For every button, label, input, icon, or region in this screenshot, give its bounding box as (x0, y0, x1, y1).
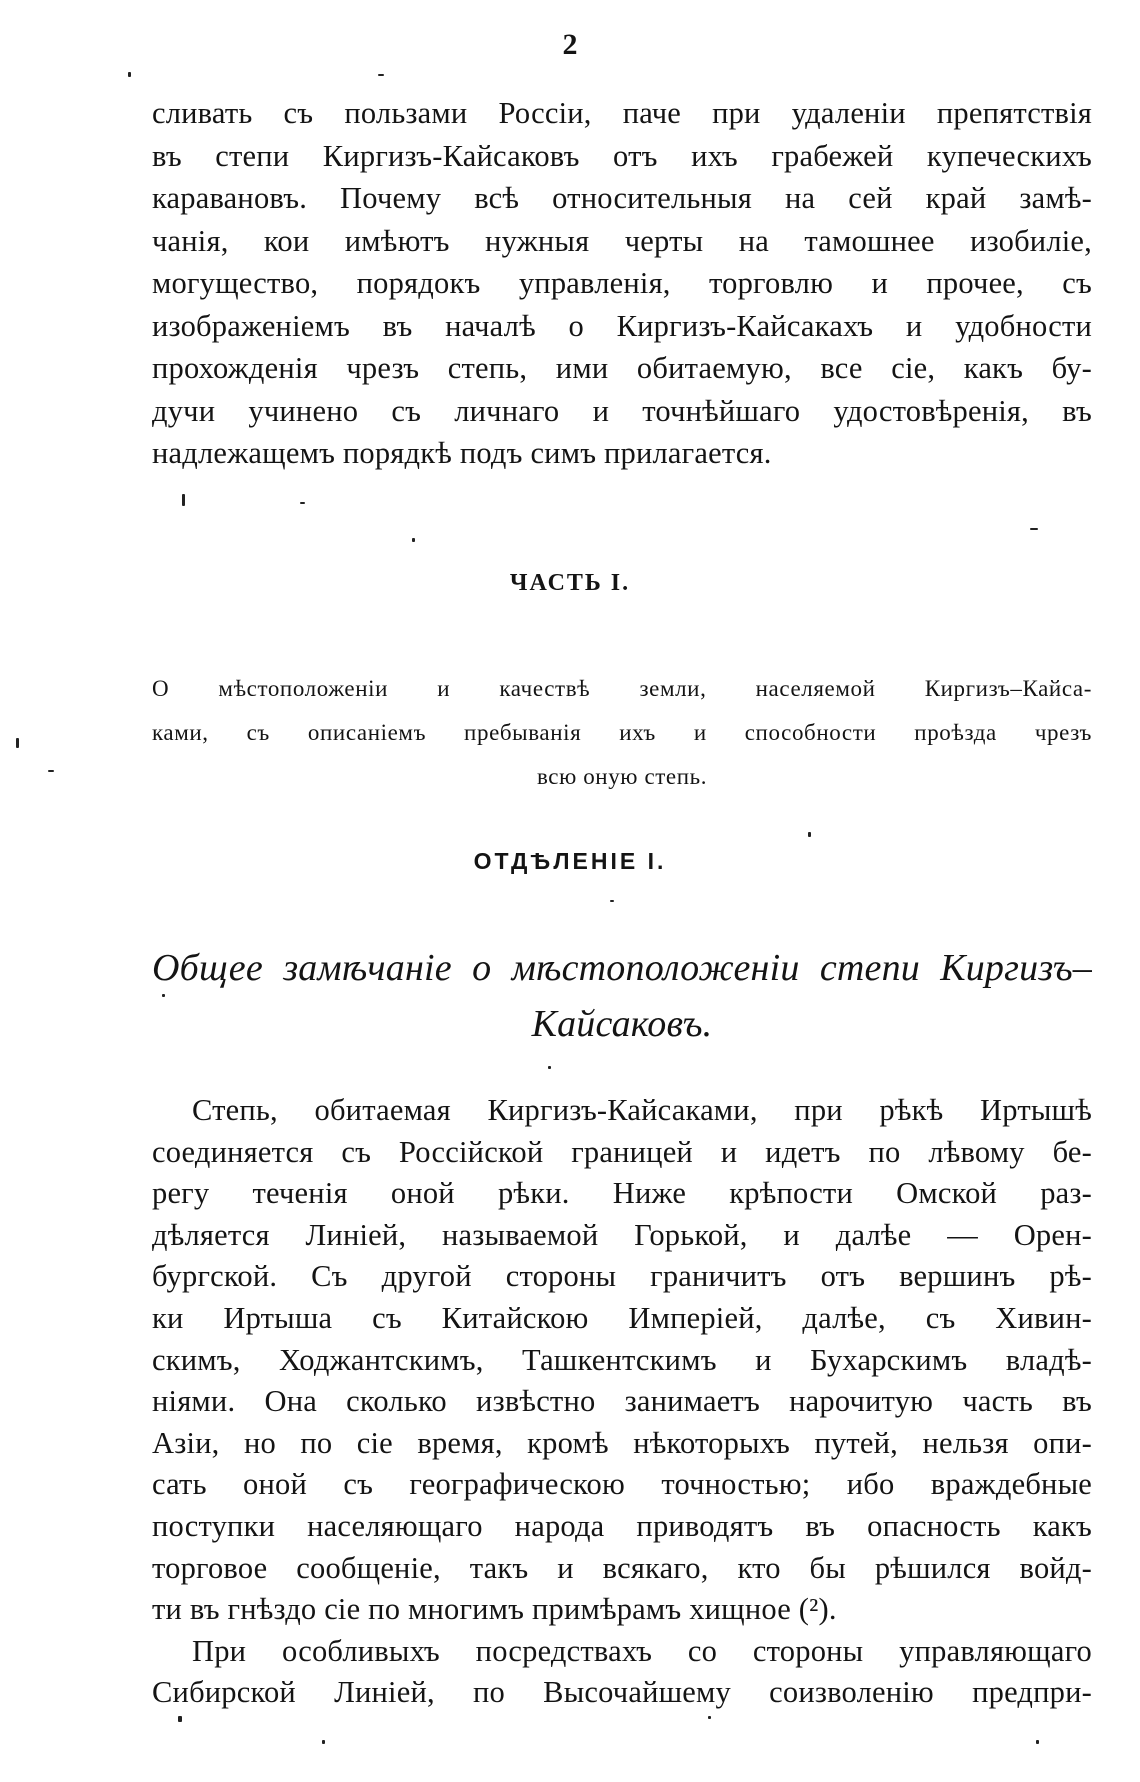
text-line: поступки населяющаго народа приводятъ въ опасность какъ (152, 1508, 1092, 1543)
text-line: бургской. Съ другой стороны граничитъ отъ вершинъ рѣ- (152, 1259, 1092, 1294)
speck (178, 1716, 182, 1722)
part-heading: ЧАСТЬ I. (509, 570, 631, 596)
speck (300, 502, 305, 504)
text-line: Сибирской Линіей, по Высочайшему соизволенію предпри- (152, 1675, 1092, 1710)
speck (128, 72, 131, 77)
text-line: дѣляется Линіей, называемой Горькой, и далѣе — Орен- (152, 1217, 1092, 1252)
text-line: могущество, порядокъ управленія, торговлю и прочее, съ (152, 266, 1092, 300)
text-line: Общее замѣчаніе о мѣстоположеніи степи Киргизъ– (152, 947, 1092, 989)
speck (412, 538, 415, 542)
speck (322, 1740, 325, 1744)
text-line: ти въ гнѣздо сіе по многимъ примѣрамъ хищное (²). (152, 1592, 837, 1627)
text-line: регу теченія оной рѣки. Ниже крѣпости Омской раз- (152, 1176, 1092, 1211)
speck (708, 1716, 711, 1719)
text-line: изображеніемъ въ началѣ о Киргизъ-Кайсакахъ и удобности (152, 308, 1092, 343)
speck (162, 994, 165, 997)
text-line: чанія, кои имѣютъ нужныя черты на тамошнее изобиліе, (152, 223, 1092, 258)
intro-paragraph (152, 92, 1092, 475)
text-line: соединяется съ Россійской границей и идетъ по лѣвому бе- (152, 1134, 1092, 1169)
text-line: Степь, обитаемая Киргизъ-Кайсаками, при рѣкѣ Иртышѣ (192, 1093, 1092, 1127)
text-line: сать оной съ географическою точностью; ибо враждебные (152, 1467, 1092, 1502)
speck (808, 832, 811, 837)
text-line: Кайсаковъ. (531, 1003, 713, 1045)
page-number: 2 (562, 28, 578, 61)
text-line: ніями. Она сколько извѣстно занимаетъ нарочитую часть въ (152, 1384, 1092, 1419)
text-line: каравановъ. Почему всѣ относительныя на сей край замѣ- (152, 181, 1092, 215)
section-heading: ОТДѢЛЕНІЕ I. (473, 848, 667, 874)
text-line: скимъ, Ходжантскимъ, Ташкентскимъ и Бухарскимъ владѣ- (152, 1342, 1092, 1377)
text-line: сливать съ пользами Россіи, паче при удаленіи препятствія (152, 96, 1092, 130)
text-line: въ степи Киргизъ-Кайсаковъ отъ ихъ грабежей купеческихъ (152, 138, 1092, 173)
section-title (152, 940, 1092, 1052)
text-line: ками, съ описаніемъ пребыванія ихъ и способности проѣзда чрезъ (152, 720, 1092, 745)
text-line: ки Иртыша съ Китайскою Имперіей, далѣе, съ Хивин- (152, 1300, 1092, 1335)
text-line: надлежащемъ порядкѣ подъ симъ прилагается. (152, 436, 772, 470)
text-line: всю оную степь. (536, 764, 708, 789)
speck (48, 770, 54, 772)
speck (16, 738, 19, 748)
text-line: прохожденія чрезъ степь, ими обитаемую, все сіе, какъ бу- (152, 351, 1092, 385)
speck (182, 494, 185, 506)
speck (548, 1066, 551, 1069)
text-line: Азіи, но по сіе время, кромѣ нѣкоторыхъ путей, нельзя опи- (152, 1425, 1092, 1460)
speck (378, 74, 384, 76)
text-line: При особливыхъ посредствахъ со стороны управляющаго (192, 1633, 1092, 1668)
speck (1030, 528, 1038, 530)
body-text (152, 1090, 1092, 1714)
text-line: О мѣстоположеніи и качествѣ земли, населяемой Киргизъ–Кайса- (152, 676, 1092, 701)
text-line: торговое сообщеніе, такъ и всякаго, кто бы рѣшился войд- (152, 1550, 1092, 1585)
part-description (152, 667, 1092, 799)
speck (1036, 1740, 1039, 1744)
speck (610, 900, 614, 902)
text-line: дучи учинено съ личнаго и точнѣйшаго удостовѣренія, въ (152, 393, 1092, 428)
